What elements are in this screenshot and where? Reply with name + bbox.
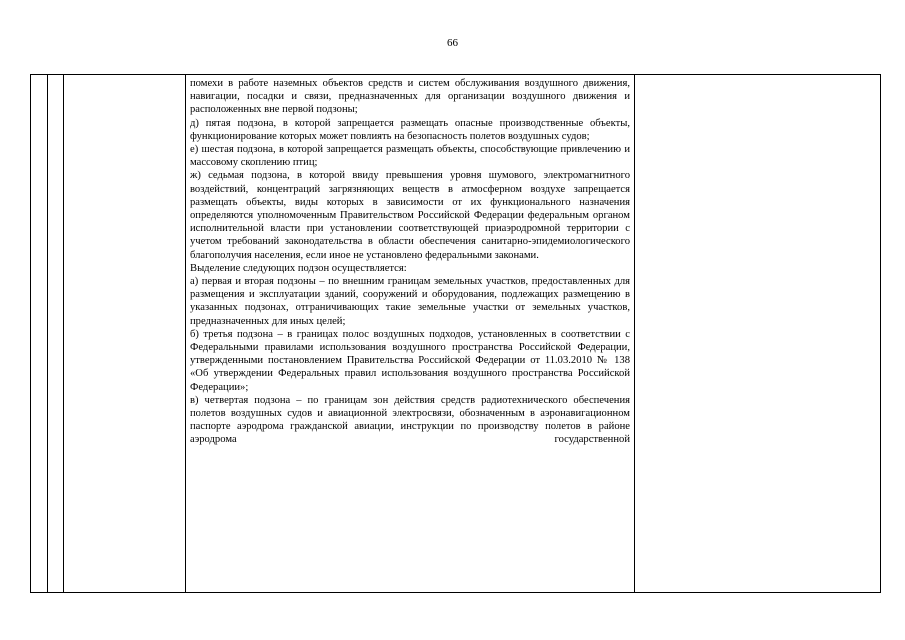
paragraph: д) пятая подзона, в которой запрещается размещать опасные производственные объекты, функционирование которых может повлиять на безопасность полетов воздушных судов; <box>190 117 630 142</box>
column-divider-1 <box>47 75 48 592</box>
document-table <box>30 74 881 593</box>
column-divider-3 <box>185 75 186 592</box>
paragraph: б) третья подзона – в границах полос воздушных подходов, установленных в соответствии с Федеральными правилами использования воздушного пространства Российской Федерации, утвержденными постановлением Правительства Российской Федерации от 11.03.2010 № 138 «Об утверждении Федеральных правил использования воздушного пространства Российской Федерации»; <box>190 328 630 393</box>
paragraph: ж) седьмая подзона, в которой ввиду превышения уровня шумового, электромагнитного воздействий, концентраций загрязняющих веществ в атмосферном воздухе запрещается размещать объекты, виды которых в зависимости от их функционального назначения определяются уполномоченным Правительством Российской Федерации федеральным органом исполнительной власти при установлении соответствующей приаэродромной территории с учетом требований законодательства в области обеспечения санитарно-эпидемиологического благополучия населения, если иное не установлено федеральными законами. <box>190 170 630 261</box>
paragraph: а) первая и вторая подзоны – по внешним границам земельных участков, предоставленных для размещения и эксплуатации зданий, сооружений и оборудования, подлежащих размещению в указанных подзонах, отграничивающих такие земельные участки от земельных участков, предназначенных для иных целей; <box>190 276 630 327</box>
paragraph: помехи в работе наземных объектов средств и систем обслуживания воздушного движения, навигации, посадки и связи, предназначенных для организации воздушного движения и расположенных вне первой подзоны; <box>190 78 630 116</box>
page-number: 66 <box>447 37 458 49</box>
paragraph: е) шестая подзона, в которой запрещается размещать объекты, способствующие привлечению и массовому скоплению птиц; <box>190 144 630 169</box>
paragraph: Выделение следующих подзон осуществляется: <box>190 262 407 274</box>
paragraph: в) четвертая подзона – по границам зон действия средств радиотехнического обеспечения полетов воздушных судов и авиационной электросвязи, обозначенным в аэронавигационном паспорте аэродрома гражданской авиации, инструкции по производству полетов в районе аэродрома государственной <box>190 394 630 446</box>
column-divider-2 <box>63 75 64 592</box>
table-cell-content <box>190 77 630 592</box>
column-divider-4 <box>634 75 635 592</box>
